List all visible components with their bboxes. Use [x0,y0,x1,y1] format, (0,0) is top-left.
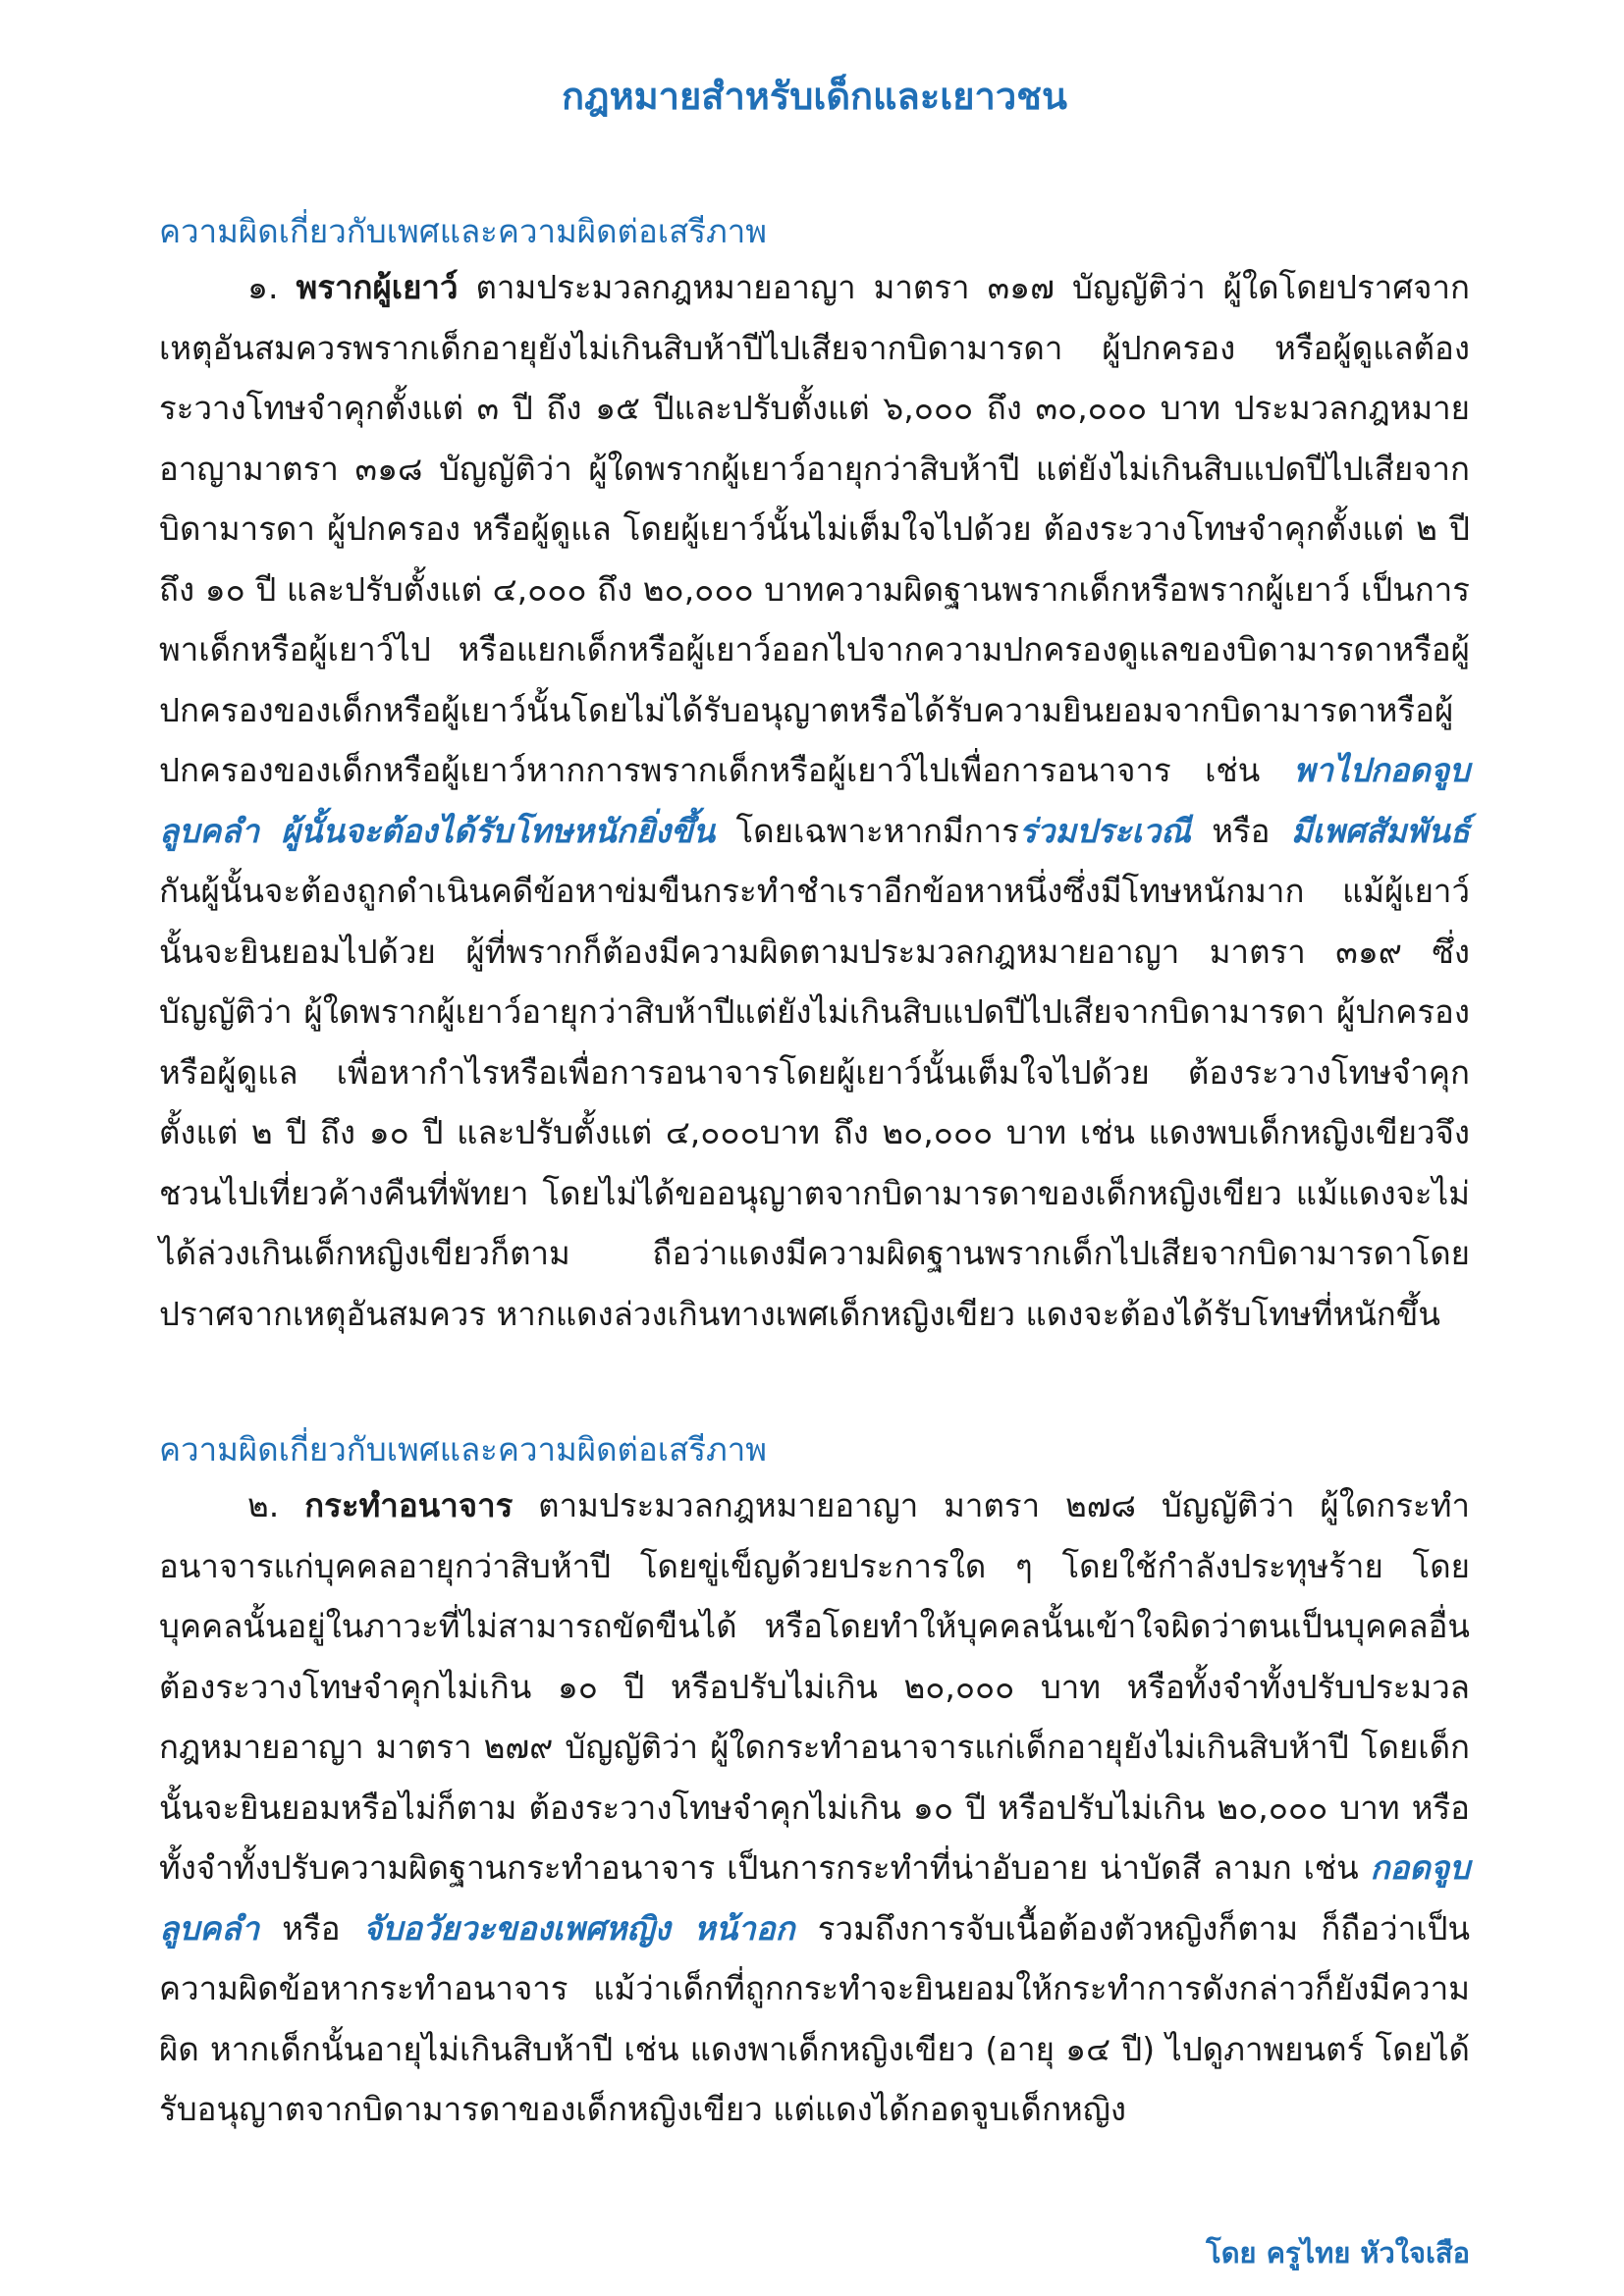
body-text: หรือ [259,1908,363,1948]
emphasis-text: จับอวัยวะของเพศหญิง หน้าอก [362,1908,795,1948]
body-text: หรือ [1190,811,1291,850]
body-text: กันผู้นั้นจะต้องถูกดำเนินคดีข้อหาข่มขืนกระทำชำเราอีกข้อหาหนึ่งซึ่งมีโทษหนักมาก แม้ผู้เยาว์นั้นจะยินยอมไปด้วย ผู้ที่พรากก็ต้องมีความผิดตามประมวลกฎหมายอาญา มาตรา ๓๑๙ ซึ่งบัญญัติว่า ผู้ใดพรากผู้เยาว์อายุกว่าสิบห้าปีแต่ยังไม่เกินสิบแปดปีไปเสียจากบิดามารดา ผู้ปกครองหรือผู้ดูแล เพื่อหากำไรหรือเพื่อการอนาจารโดยผู้เยาว์นั้นเต็มใจไปด้วย ต้องระวางโทษจำคุกตั้งแต่ ๒ ปี ถึง ๑๐ ปี และปรับตั้งแต่ ๔,๐๐๐บาท ถึง ๒๐,๐๐๐ บาท เช่น แดงพบเด็กหญิงเขียวจึงชวนไปเที่ยวค้างคืนที่พัทยา โดยไม่ได้ขออนุญาตจากบิดามารดาของเด็กหญิงเขียว แม้แดงจะไม่ได้ล่วงเกินเด็กหญิงเขียวก็ตาม ถือว่าแดงมีความผิดฐานพรากเด็กไปเสียจากบิดามารดาโดยปราศจากเหตุอันสมควร หากแดงล่วงเกินทางเพศเด็กหญิงเขียว แดงจะต้องได้รับโทษที่หนักขึ้น [159,872,1470,1333]
document-page [159,69,1470,2140]
emphasis-text: พาไปกอดจูบ ลูบคลำ ผู้นั้นจะต้องได้รับโทษหนักยิ่งขึ้น [159,751,1470,850]
item-number: ๒. [247,1486,280,1524]
item-term: พรากผู้เยาว์ [296,268,459,306]
body-text: รวมถึงการจับเนื้อต้องตัวหญิงก็ตาม ก็ถือว่าเป็นความผิดข้อหากระทำอนาจาร แม้ว่าเด็กที่ถูกกระทำจะยินยอมให้กระทำการดังกล่าวก็ยังมีความผิด หากเด็กนั้นอายุไม่เกินสิบห้าปี เช่น แดงพาเด็กหญิงเขียว (อายุ ๑๔ ปี) ไปดูภาพยนตร์ โดยได้รับอนุญาตจากบิดามารดาของเด็กหญิงเขียว แต่แดงได้กอดจูบเด็กหญิง [159,1908,1471,2128]
body-text: ตามประมวลกฎหมายอาญา มาตรา ๓๑๗ บัญญัติว่า ผู้ใดโดยปราศจากเหตุอันสมควรพรากเด็กอายุยังไม่เกินสิบห้าปีไปเสียจากบิดามารดา ผู้ปกครอง หรือผู้ดูแลต้องระวางโทษจำคุกตั้งแต่ ๓ ปี ถึง ๑๕ ปีและปรับตั้งแต่ ๖,๐๐๐ ถึง ๓๐,๐๐๐ บาท ประมวลกฎหมายอาญามาตรา ๓๑๘ บัญญัติว่า ผู้ใดพรากผู้เยาว์อายุกว่าสิบห้าปี แต่ยังไม่เกินสิบแปดปีไปเสียจากบิดามารดา ผู้ปกครอง หรือผู้ดูแล โดยผู้เยาว์นั้นไม่เต็มใจไปด้วย ต้องระวางโทษจำคุกตั้งแต่ ๒ ปี ถึง ๑๐ ปี และปรับตั้งแต่ ๔,๐๐๐ ถึง ๒๐,๐๐๐ บาทความผิดฐานพรากเด็กหรือพรากผู้เยาว์ เป็นการพาเด็กหรือผู้เยาว์ไป หรือแยกเด็กหรือผู้เยาว์ออกไปจากความปกครองดูแลของบิดามารดาหรือผู้ปกครองของเด็กหรือผู้เยาว์นั้นโดยไม่ได้รับอนุญาตหรือได้รับความยินยอมจากบิดามารดาหรือผู้ปกครองของเด็กหรือผู้เยาว์หากการพรากเด็กหรือผู้เยาว์ไปเพื่อการอนาจาร เช่น [159,268,1470,789]
body-text: โดยเฉพาะหากมีการ [715,811,1019,850]
emphasis-text: มีเพศสัมพันธ์ [1290,811,1470,850]
section-1 [159,206,1470,1344]
author-signature: โดย ครูไทย หัวใจเสือ [1206,2236,1470,2269]
emphasis-text: กอดจูบ ลูบคลำ [159,1848,1471,1948]
body-text: ตามประมวลกฎหมายอาญา มาตรา ๒๗๘ บัญญัติว่า ผู้ใดกระทำอนาจารแก่บุคคลอายุกว่าสิบห้าปี โดยขู่เข็ญด้วยประการใด ๆ โดยใช้กำลังประทุษร้าย โดยบุคคลนั้นอยู่ในภาวะที่ไม่สามารถขัดขืนได้ หรือโดยทำให้บุคคลนั้นเข้าใจผิดว่าตนเป็นบุคคลอื่น ต้องระวางโทษจำคุกไม่เกิน ๑๐ ปี หรือปรับไม่เกิน ๒๐,๐๐๐ บาท หรือทั้งจำทั้งปรับประมวลกฎหมายอาญา มาตรา ๒๗๙ บัญญัติว่า ผู้ใดกระทำอนาจารแก่เด็กอายุยังไม่เกินสิบห้าปี โดยเด็กนั้นจะยินยอมหรือไม่ก็ตาม ต้องระวางโทษจำคุกไม่เกิน ๑๐ ปี หรือปรับไม่เกิน ๒๐,๐๐๐ บาท หรือทั้งจำทั้งปรับความผิดฐานกระทำอนาจาร เป็นการกระทำที่น่าอับอาย น่าบัดสี ลามก เช่น [159,1486,1470,1887]
section-heading: ความผิดเกี่ยวกับเพศและความผิดต่อเสรีภาพ [159,212,767,250]
section-2 [159,1424,1470,2140]
section-body [159,1475,1470,2140]
page-title: กฎหมายสำหรับเด็กและเยาวชน [562,75,1067,118]
section-heading: ความผิดเกี่ยวกับเพศและความผิดต่อเสรีภาพ [159,1430,767,1468]
section-body [159,257,1470,1344]
item-number: ๑. [247,268,279,306]
emphasis-text: ร่วมประเวณี [1018,811,1191,850]
item-term: กระทำอนาจาร [304,1486,514,1524]
